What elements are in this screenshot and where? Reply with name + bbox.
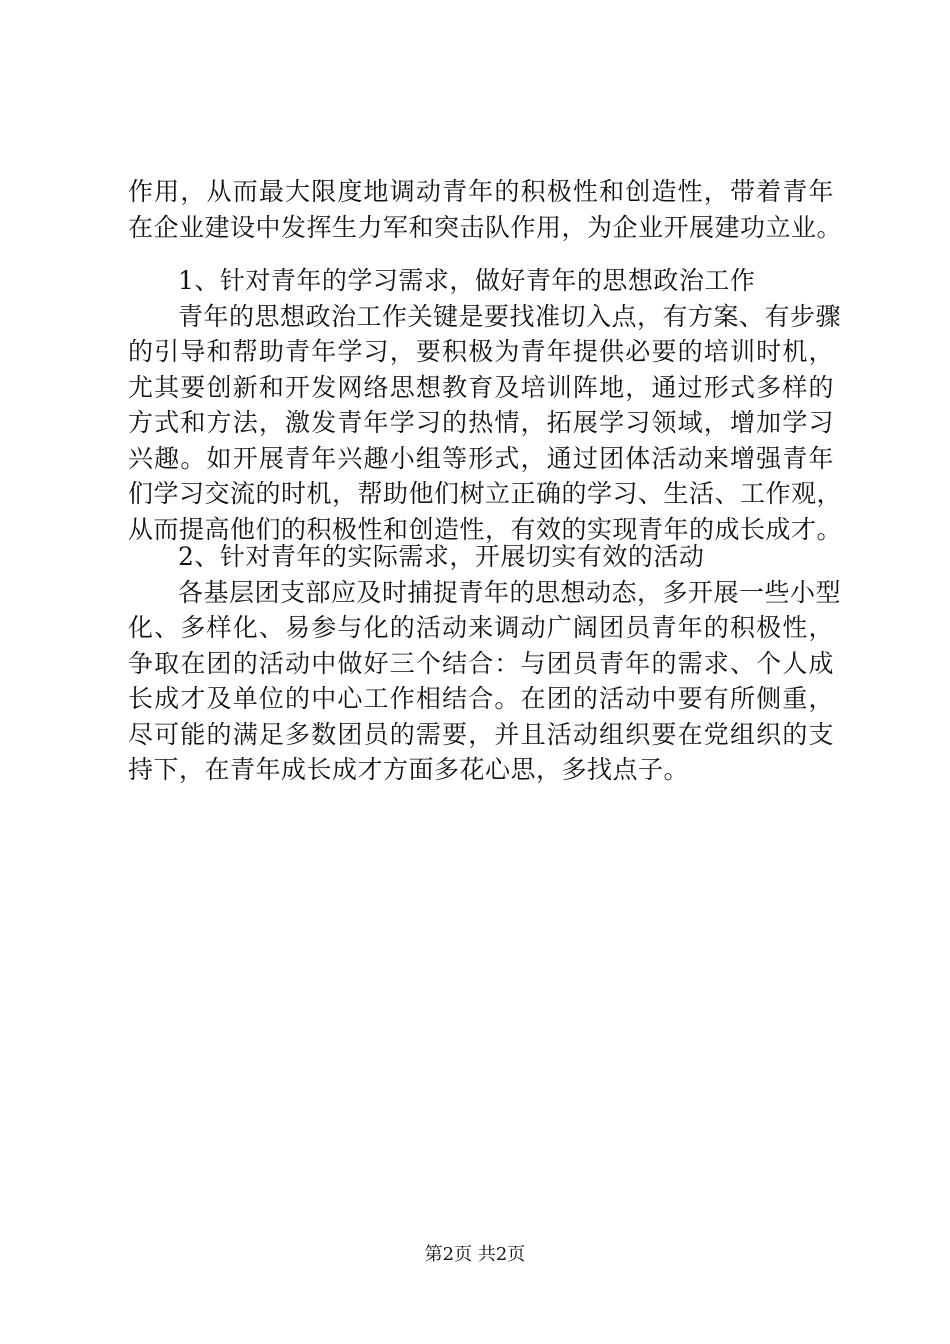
paragraph-line: 各基层团支部应及时捕捉青年的思想动态，多开展一些小型: [178, 577, 842, 607]
paragraph-line: 兴趣。如开展青年兴趣小组等形式，通过团体活动来增强青年: [128, 443, 834, 473]
paragraph-line: 长成才及单位的中心工作相结合。在团的活动中要有所侧重，: [128, 684, 834, 713]
section-1-heading: 1、针对青年的学习需求，做好青年的思想政治工作: [178, 266, 756, 295]
intro-paragraph: [128, 174, 843, 245]
paragraph-line: 化、多样化、易参与化的活动来调动广阔团员青年的积极性，: [128, 613, 834, 642]
paragraph-line: 们学习交流的时机，帮助他们树立正确的学习、生活、工作观，: [128, 479, 843, 508]
paragraph-line: 作用，从而最大限度地调动青年的积极性和创造性，带着青年: [128, 177, 834, 206]
section-2-heading: 2、针对青年的实际需求，开展切实有效的活动: [178, 542, 705, 571]
paragraph-line: 持下，在青年成长成才方面多花心思，多找点子。: [128, 755, 690, 784]
page-number-footer: 第2页 共2页: [424, 1244, 526, 1265]
section-1: [128, 263, 843, 547]
paragraph-line: 尽可能的满足多数团员的需要，并且活动组织要在党组织的支: [128, 719, 834, 749]
paragraph-line: 争取在团的活动中做好三个结合：与团员青年的需求、个人成: [128, 648, 834, 678]
paragraph-line: 从而提高他们的积极性和创造性，有效的实现青年的成长成才。: [128, 514, 843, 544]
section-2: [128, 539, 842, 788]
paragraph-line: 方式和方法，激发青年学习的热情，拓展学习领域，增加学习: [128, 408, 834, 437]
paragraph-line: 青年的思想政治工作关键是要找准切入点，有方案、有步骤: [178, 301, 842, 331]
paragraph-line: 在企业建设中发挥生力军和突击队作用，为企业开展建功立业。: [128, 212, 843, 242]
paragraph-line: 的引导和帮助青年学习，要积极为青年提供必要的培训时机，: [128, 337, 834, 366]
paragraph-line: 尤其要创新和开发网络思想教育及培训阵地，通过形式多样的: [128, 372, 834, 402]
